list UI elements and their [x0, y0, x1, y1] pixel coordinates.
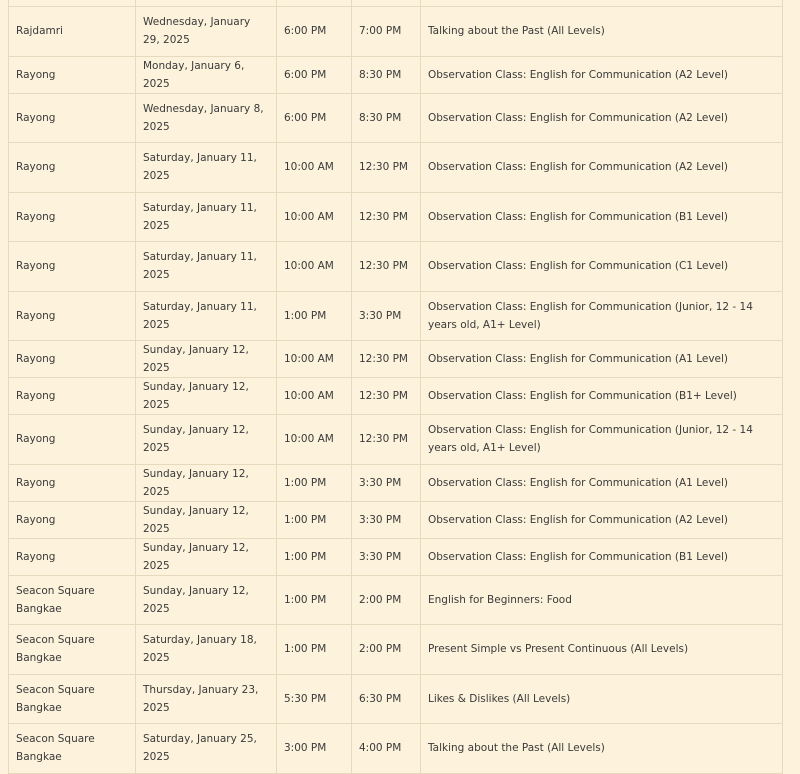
- start-time-cell: 1:00 PM: [277, 464, 352, 501]
- class-title-cell: Observation Class: English for Communication (B1 Level): [421, 538, 783, 575]
- date-cell: Sunday, January 12, 2025: [136, 538, 277, 575]
- table-row: [9, 192, 783, 242]
- start-time-cell: 10:00 AM: [277, 415, 352, 465]
- class-title-cell: Observation Class: English for Communication (A2 Level): [421, 501, 783, 538]
- class-title-cell: Observation Class: English for Communication (A2 Level): [421, 56, 783, 93]
- table-row: [9, 341, 783, 378]
- end-time-cell: 7:00 PM: [352, 7, 421, 57]
- table-row: [9, 625, 783, 675]
- end-time-cell: 3:30 PM: [352, 291, 421, 341]
- table-row: [9, 56, 783, 93]
- date-cell: Sunday, January 12, 2025: [136, 501, 277, 538]
- table-row: [9, 464, 783, 501]
- class-title-cell: Observation Class: English for Communication (C1 Level): [421, 242, 783, 292]
- start-time-cell: 6:00 PM: [277, 93, 352, 143]
- class-title-cell: Likes & Dislikes (All Levels): [421, 674, 783, 724]
- date-cell: Thursday, January 23, 2025: [136, 674, 277, 724]
- table-row: [9, 415, 783, 465]
- location-cell: Rayong: [9, 378, 136, 415]
- start-time-cell: 1:00 PM: [277, 575, 352, 625]
- start-time-cell: 1:00 PM: [277, 291, 352, 341]
- class-title-cell: Observation Class: English for Communication (A1 Level): [421, 464, 783, 501]
- location-cell: Rayong: [9, 464, 136, 501]
- date-cell: Saturday, January 11, 2025: [136, 143, 277, 193]
- location-cell: Rayong: [9, 242, 136, 292]
- location-cell: Rayong: [9, 538, 136, 575]
- class-title-cell: Observation Class: English for Communication (Junior, 12 - 14 years old, A1+ Level): [421, 415, 783, 465]
- end-time-cell: 3:30 PM: [352, 538, 421, 575]
- date-cell: Monday, January 6, 2025: [136, 56, 277, 93]
- table-row: [9, 378, 783, 415]
- end-time-cell: 12:30 PM: [352, 415, 421, 465]
- end-time-cell: 8:30 PM: [352, 93, 421, 143]
- table-row: [9, 143, 783, 193]
- date-cell: Sunday, January 12, 2025: [136, 341, 277, 378]
- date-cell: Saturday, January 18, 2025: [136, 625, 277, 675]
- end-time-cell: 12:30 PM: [352, 378, 421, 415]
- location-cell: Seacon Square Bangkae: [9, 575, 136, 625]
- location-cell: Rajdamri: [9, 7, 136, 57]
- start-time-cell: 6:00 PM: [277, 7, 352, 57]
- class-title-cell: Talking about the Past (All Levels): [421, 7, 783, 57]
- date-cell: Sunday, January 12, 2025: [136, 575, 277, 625]
- class-title-cell: Observation Class: English for Communication (Junior, 12 - 14 years old, A1+ Level): [421, 291, 783, 341]
- class-title-cell: Observation Class: English for Communication (A2 Level): [421, 93, 783, 143]
- schedule-table: [8, 0, 783, 774]
- location-cell: Rayong: [9, 291, 136, 341]
- start-time-cell: 10:00 AM: [277, 378, 352, 415]
- start-time-cell: 5:30 PM: [277, 674, 352, 724]
- location-cell: Seacon Square Bangkae: [9, 674, 136, 724]
- date-cell: Saturday, January 11, 2025: [136, 242, 277, 292]
- date-cell: Saturday, January 11, 2025: [136, 291, 277, 341]
- start-time-cell: 10:00 AM: [277, 192, 352, 242]
- start-time-cell: 1:00 PM: [277, 501, 352, 538]
- table-row: [9, 674, 783, 724]
- class-title-cell: Observation Class: English for Communication (A2 Level): [421, 143, 783, 193]
- location-cell: Seacon Square Bangkae: [9, 724, 136, 774]
- start-time-cell: 10:00 AM: [277, 143, 352, 193]
- start-time-cell: 10:00 AM: [277, 242, 352, 292]
- date-cell: Saturday, January 25, 2025: [136, 724, 277, 774]
- table-row: [9, 724, 783, 774]
- location-cell: Seacon Square Bangkae: [9, 625, 136, 675]
- class-title-cell: Present Simple vs Present Continuous (All Levels): [421, 625, 783, 675]
- end-time-cell: 4:00 PM: [352, 724, 421, 774]
- location-cell: Rayong: [9, 415, 136, 465]
- date-cell: Sunday, January 12, 2025: [136, 415, 277, 465]
- location-cell: Rayong: [9, 93, 136, 143]
- end-time-cell: 12:30 PM: [352, 192, 421, 242]
- date-cell: Sunday, January 12, 2025: [136, 378, 277, 415]
- date-cell: Sunday, January 12, 2025: [136, 464, 277, 501]
- table-row: [9, 7, 783, 57]
- table-row: [9, 501, 783, 538]
- class-title-cell: Observation Class: English for Communication (B1+ Level): [421, 378, 783, 415]
- table-row: [9, 242, 783, 292]
- end-time-cell: 6:30 PM: [352, 674, 421, 724]
- date-cell: Wednesday, January 8, 2025: [136, 93, 277, 143]
- end-time-cell: 2:00 PM: [352, 575, 421, 625]
- schedule-table-container: [8, 0, 782, 774]
- date-cell: Wednesday, January 29, 2025: [136, 7, 277, 57]
- table-row: [9, 291, 783, 341]
- location-cell: Rayong: [9, 341, 136, 378]
- class-title-cell: Observation Class: English for Communication (A1 Level): [421, 341, 783, 378]
- end-time-cell: 3:30 PM: [352, 501, 421, 538]
- end-time-cell: 2:00 PM: [352, 625, 421, 675]
- table-row: [9, 93, 783, 143]
- class-title-cell: English for Beginners: Food: [421, 575, 783, 625]
- start-time-cell: 1:00 PM: [277, 538, 352, 575]
- start-time-cell: 1:00 PM: [277, 625, 352, 675]
- date-cell: Saturday, January 11, 2025: [136, 192, 277, 242]
- end-time-cell: 12:30 PM: [352, 143, 421, 193]
- location-cell: Rayong: [9, 501, 136, 538]
- start-time-cell: 3:00 PM: [277, 724, 352, 774]
- end-time-cell: 3:30 PM: [352, 464, 421, 501]
- start-time-cell: 6:00 PM: [277, 56, 352, 93]
- table-row: [9, 538, 783, 575]
- class-title-cell: Observation Class: English for Communication (B1 Level): [421, 192, 783, 242]
- end-time-cell: 8:30 PM: [352, 56, 421, 93]
- end-time-cell: 12:30 PM: [352, 341, 421, 378]
- end-time-cell: 12:30 PM: [352, 242, 421, 292]
- start-time-cell: 10:00 AM: [277, 341, 352, 378]
- class-title-cell: Talking about the Past (All Levels): [421, 724, 783, 774]
- table-row: [9, 575, 783, 625]
- location-cell: Rayong: [9, 143, 136, 193]
- location-cell: Rayong: [9, 56, 136, 93]
- location-cell: Rayong: [9, 192, 136, 242]
